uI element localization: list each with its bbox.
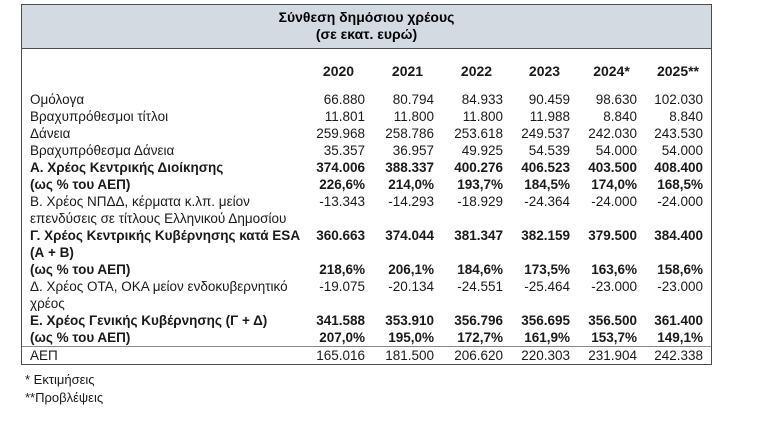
cell-value: 408.400 — [654, 160, 703, 175]
cell-value: 207,0% — [319, 330, 365, 345]
cell-value: 356.796 — [454, 313, 503, 328]
cell-value: 184,5% — [524, 177, 570, 192]
cell-value: 381.347 — [454, 228, 503, 243]
cell-value: 168,5% — [657, 177, 703, 192]
cell-value: -25.464 — [524, 279, 570, 294]
year-header-row — [22, 49, 711, 91]
row-label: Γ. Χρέος Κεντρικής Κυβέρνησης κατά ESA — [30, 228, 301, 243]
cell-value: 374.006 — [316, 160, 365, 175]
table-row-central-administration-debt — [22, 159, 711, 176]
cell-value: 11.801 — [324, 109, 365, 124]
table-row-pct-gdp-e — [22, 329, 711, 347]
cell-value: 220.303 — [511, 347, 578, 365]
cell-value: 181.500 — [373, 347, 442, 365]
cell-value: 90.459 — [528, 92, 570, 107]
cell-value: 163,6% — [591, 262, 637, 277]
cell-value: 206,1% — [388, 262, 434, 277]
cell-value: 259.968 — [316, 126, 365, 141]
cell-value: 403.500 — [588, 160, 637, 175]
cell-value: 174,0% — [591, 177, 637, 192]
cell-value: -20.134 — [388, 279, 434, 294]
cell-value: -14.293 — [388, 194, 434, 209]
cell-value: 253.618 — [454, 126, 503, 141]
row-label: (ως % του ΑΕΠ) — [30, 262, 131, 277]
cell-value: 195,0% — [388, 330, 434, 345]
cell-value: 231.904 — [578, 347, 645, 365]
footnote-estimates: * Εκτιμήσεις — [25, 372, 95, 387]
cell-value: 8.840 — [603, 109, 637, 124]
cell-value: 11.800 — [393, 109, 434, 124]
row-label-line2: (Α + Β) — [30, 245, 74, 260]
cell-value: 360.663 — [316, 228, 365, 243]
year-column-header: 2022 — [460, 63, 493, 79]
cell-value: -24.000 — [657, 194, 703, 209]
row-label: Ε. Χρέος Γενικής Κυβέρνησης (Γ + Δ) — [30, 313, 268, 328]
cell-value: 400.276 — [454, 160, 503, 175]
cell-value: 11.988 — [529, 109, 570, 124]
cell-value: 54.000 — [661, 143, 703, 158]
table-title: Σύνθεση δημόσιου χρέους — [278, 9, 455, 25]
cell-value: 249.537 — [521, 126, 570, 141]
footnote-projections: **Προβλέψεις — [25, 390, 104, 405]
cell-value: 36.957 — [392, 143, 434, 158]
year-column-header: 2020 — [322, 63, 355, 79]
cell-value: 153,7% — [591, 330, 637, 345]
row-label: Α. Χρέος Κεντρικής Διοίκησης — [30, 160, 224, 175]
cell-value: 66.880 — [323, 92, 365, 107]
cell-value: 173,5% — [524, 262, 570, 277]
debt-table-container — [21, 4, 712, 365]
cell-value: 84.933 — [461, 92, 503, 107]
year-column-header: 2025** — [656, 63, 700, 79]
table-title-band — [22, 5, 711, 49]
cell-value: 361.400 — [654, 313, 703, 328]
table-row-pct-gdp-c — [22, 261, 711, 278]
row-label-line2: επενδύσεις σε τίτλους Ελληνικού Δημοσίου — [30, 211, 287, 226]
cell-value: 54.000 — [595, 143, 637, 158]
cell-value: 353.910 — [385, 313, 434, 328]
table-row-gdp — [22, 347, 711, 365]
cell-value: 341.588 — [316, 313, 365, 328]
empty-header-cell — [22, 49, 304, 91]
table-row-central-government-debt-esa — [22, 227, 711, 261]
table-row-ota-oka-debt — [22, 278, 711, 312]
row-label: Δ. Χρέος ΟΤΑ, ΟΚΑ μείον ενδοκυβερνητικό — [30, 279, 288, 294]
cell-value: 158,6% — [657, 262, 703, 277]
year-column-header: 2021 — [391, 63, 424, 79]
cell-value: 161,9% — [524, 330, 570, 345]
cell-value: 8.840 — [669, 109, 703, 124]
cell-value: 374.044 — [385, 228, 434, 243]
table-row-loans — [22, 125, 711, 142]
cell-value: 149,1% — [657, 330, 703, 345]
row-label: Ομόλογα — [30, 92, 85, 107]
cell-value: 184,6% — [457, 262, 503, 277]
cell-value: 193,7% — [457, 177, 503, 192]
cell-value: 406.523 — [521, 160, 570, 175]
cell-value: -23.000 — [591, 279, 637, 294]
cell-value: 382.159 — [521, 228, 570, 243]
cell-value: 226,6% — [319, 177, 365, 192]
cell-value: 54.539 — [528, 143, 570, 158]
cell-value: 11.800 — [462, 109, 503, 124]
row-label: (ως % του ΑΕΠ) — [30, 177, 131, 192]
row-label: Δάνεια — [30, 126, 71, 141]
table-row-short-term-loans — [22, 142, 711, 159]
cell-value: -19.075 — [319, 279, 365, 294]
cell-value: 258.786 — [385, 126, 434, 141]
table-row-pct-gdp-a — [22, 176, 711, 193]
cell-value: 49.925 — [461, 143, 503, 158]
debt-table — [22, 49, 711, 364]
row-label-line2: χρέος — [30, 296, 65, 311]
cell-value: 165.016 — [304, 347, 373, 365]
table-row-general-government-debt — [22, 312, 711, 329]
table-row-short-term-securities — [22, 108, 711, 125]
year-column-header: 2024* — [593, 63, 630, 79]
cell-value: -13.343 — [319, 194, 365, 209]
cell-value: -18.929 — [457, 194, 503, 209]
cell-value: -23.000 — [657, 279, 703, 294]
cell-value: 379.500 — [588, 228, 637, 243]
year-column-header: 2023 — [528, 63, 561, 79]
cell-value: 388.337 — [385, 160, 434, 175]
cell-value: 206.620 — [442, 347, 511, 365]
cell-value: 102.030 — [654, 92, 703, 107]
cell-value: 218,6% — [319, 262, 365, 277]
row-label: Βραχυπρόθεσμα Δάνεια — [30, 143, 175, 158]
cell-value: 242.030 — [588, 126, 637, 141]
cell-value: 356.500 — [588, 313, 637, 328]
cell-value: 384.400 — [654, 228, 703, 243]
cell-value: 172,7% — [457, 330, 503, 345]
table-subtitle: (σε εκατ. ευρώ) — [315, 26, 418, 42]
row-label: Βραχυπρόθεσμοι τίτλοι — [30, 109, 169, 124]
row-label: (ως % του ΑΕΠ) — [30, 330, 131, 345]
cell-value: 80.794 — [392, 92, 434, 107]
cell-value: 214,0% — [388, 177, 434, 192]
cell-value: 243.530 — [654, 126, 703, 141]
cell-value: -24.000 — [591, 194, 637, 209]
table-row-bonds — [22, 91, 711, 108]
cell-value: 35.357 — [323, 143, 365, 158]
cell-value: 356.695 — [521, 313, 570, 328]
cell-value: -24.364 — [524, 194, 570, 209]
cell-value: 242.338 — [645, 347, 711, 365]
cell-value: 98.630 — [595, 92, 637, 107]
footnotes — [25, 371, 768, 407]
table-row-npdd-debt — [22, 193, 711, 227]
row-label: ΑΕΠ — [30, 348, 58, 363]
row-label: Β. Χρέος ΝΠΔΔ, κέρματα κ.λπ. μείον — [30, 194, 250, 209]
cell-value: -24.551 — [457, 279, 503, 294]
